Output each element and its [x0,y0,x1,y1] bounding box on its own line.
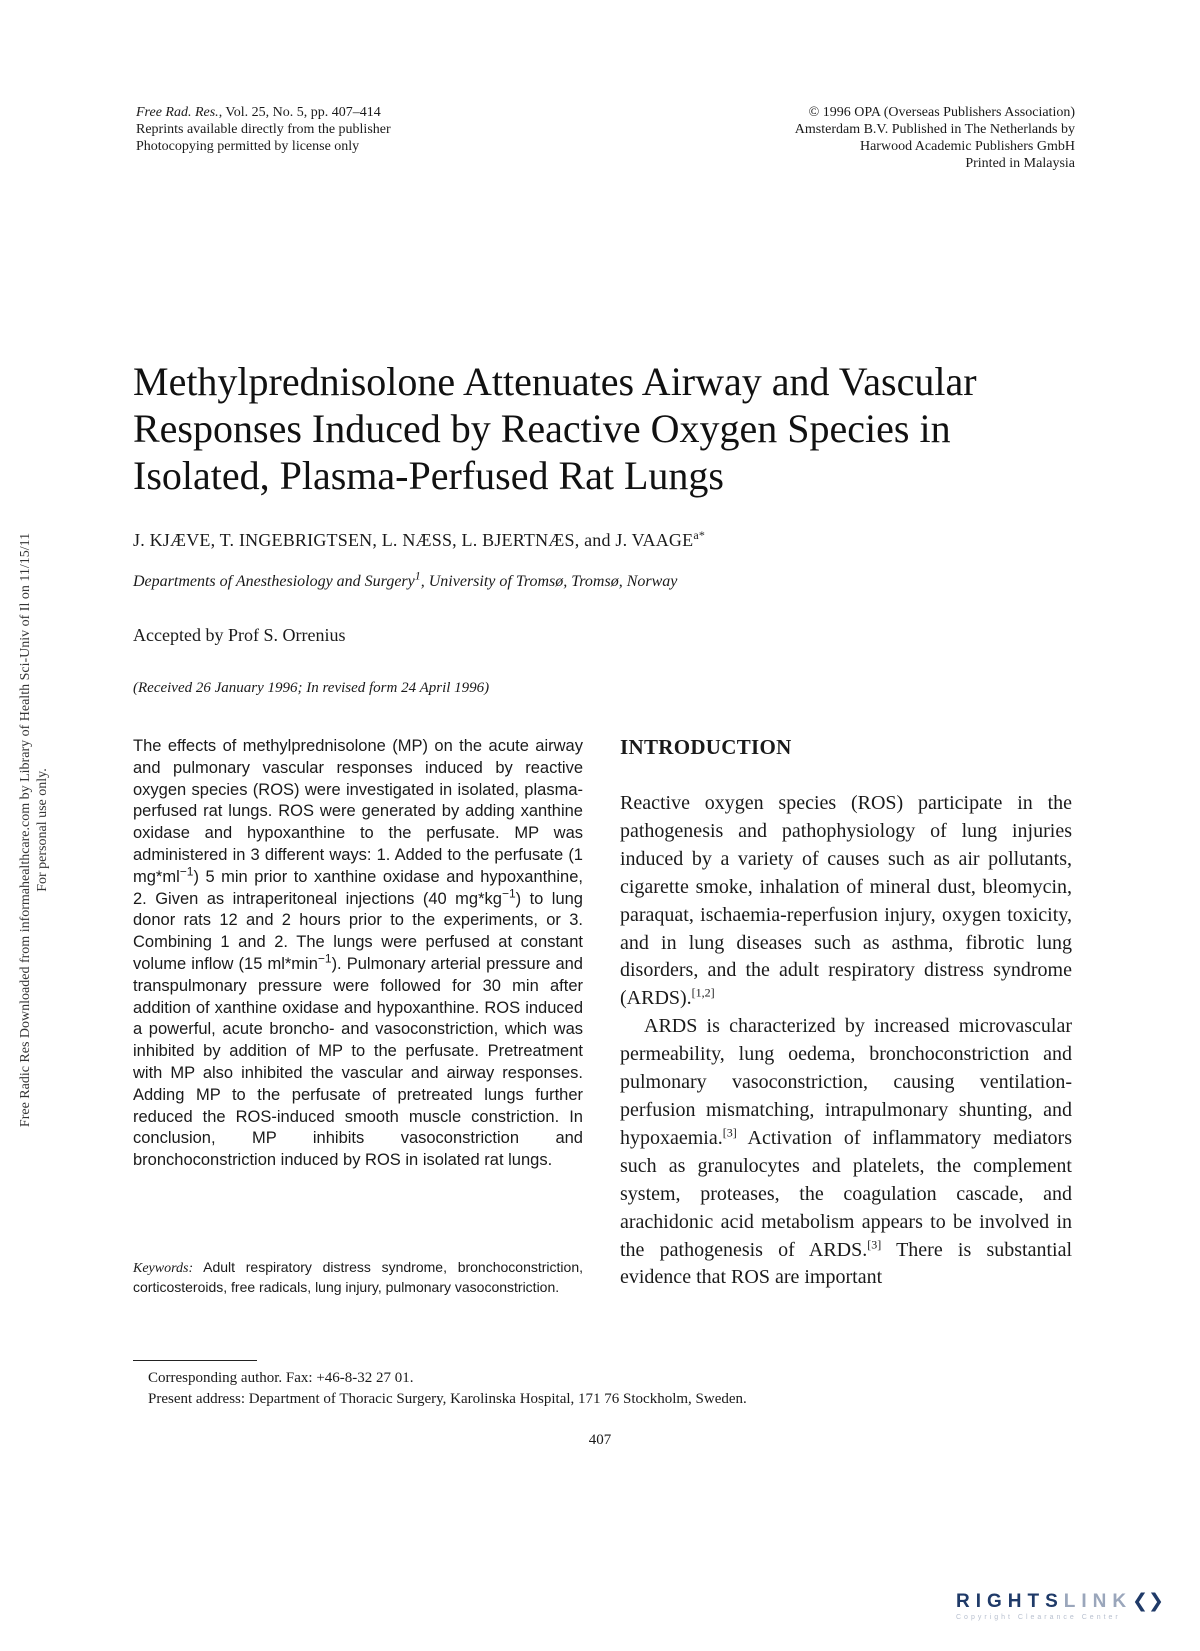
keywords-text: Adult respiratory distress syndrome, bronchoconstriction, corticosteroids, free radicals, lung injury, pulmonary vasoconstriction. [133,1259,583,1295]
printed-in: Printed in Malaysia [965,156,1075,171]
article-title [133,358,1063,499]
title-line-3: Isolated, Plasma-Perfused Rat Lungs [133,453,724,498]
corresponding-author-note: Corresponding author. Fax: +46-8-32 27 01. [148,1370,414,1386]
author-list: J. KJÆVE, T. INGEBRIGTSEN, L. NÆSS, L. BJERTNÆS, and J. $VAAGE^{a*}$ [133,528,706,550]
received-dates: (Received 26 January 1996; In revised form 24 April 1996) [133,680,490,696]
citation-ref: [3] [867,1236,882,1251]
accepted-by: Accepted by Prof S. Orrenius [133,625,346,645]
present-address-note: Present address: Department of Thoracic Surgery, Karolinska Hospital, 171 76 Stockholm, Sweden. [148,1391,747,1407]
keywords [133,1258,583,1296]
page-number: 407 [588,1432,612,1448]
journal-header [136,104,391,155]
download-note-line1: Free Radic Res Downloaded from informahealthcare.com by Library of Health Sci-Univ of Il on 11/15/11 [18,532,33,1128]
keywords-label: Keywords: [133,1261,194,1276]
author-mark: a* [693,528,706,542]
affiliation-mark: 1 [414,568,421,583]
download-note-line2: For personal use only. [35,768,50,892]
reprints-note: Reprints available directly from the publisher [136,122,391,137]
rightslink-logo [956,1590,1186,1634]
abstract: The effects of methylprednisolone (MP) on the acute airway and pulmonary vascular responses induced by reactive oxygen species (ROS) were investigated in isolated, plasma-perfused rat lungs. ROS were generated by adding xanthine oxidase and hypoxanthine to the perfusate. MP was administered in 3 different ways: 1. Added to the perfusate (1 $mg*ml^{-1}$) 5 min prior to xanthine oxidase and hypoxanthine, 2. Given as intraperitoneal injections (40 $mg*kg^{-1}$) to lung donor rats 12 and 2 hours prior to the experiments, or 3. Combining 1 and 2. The lungs were perfused at constant volume inflow (15 $ml*\min^{-1}$). Pulmonary arterial pressure and transpulmonary pressure were followed for 30 min after addition of xanthine oxidase and hypoxanthine. ROS induced a powerful, acute broncho- and vasoconstriction, which was inhibited by addition of MP to the perfusate. Pretreatment with MP also inhibited the vascular and airway responses. Adding MP to the perfusate of pretreated lungs further reduced the ROS-induced smooth muscle constriction. In conclusion, MP inhibits vasoconstriction and bronchoconstriction induced by ROS in isolated rat lungs. [133,737,583,1170]
copyright-line: © 1996 OPA (Overseas Publishers Association) [808,105,1075,120]
photocopy-note: Photocopying permitted by license only [136,139,360,154]
logo-tagline: Copyright Clearance Center [956,1614,1121,1621]
affiliation: Departments of Anesthesiology and Surgery$^1$, University of Tromsø, Tromsø, Norway [133,568,678,590]
logo-word-light: LINK [1063,1591,1133,1612]
intro-paragraph-2: ARDS is characterized by increased microvascular permeability, lung oedema, bronchoconstriction and pulmonary vasoconstriction, causing ventilation-perfusion mismatching, intrapulmonary shunting, and hypoxaemia.[3] Activation of inflammatory mediators such as granulocytes and platelets, the complement system, proteases, the coagulation cascade, and arachidonic acid metabolism appears to be involved in the pathogenesis of ARDS.[3] There is substantial evidence that ROS are important [620,1015,1073,1289]
logo-arrow-icon: ❮❯ [1132,1591,1164,1612]
intro-paragraph-1: Reactive oxygen species (ROS) participate in the pathogenesis and pathophysiology of lung injuries induced by a variety of causes such as air pollutants, cigarette smoke, inhalation of mineral dust, bleomycin, paraquat, ischaemia-reperfusion injury, oxygen toxicity, and in lung diseases such as asthma, fibrotic lung disorders, and the adult respiratory distress syndrome (ARDS).[1,2] [620,792,1072,1010]
footnote-divider [133,1360,257,1361]
publisher-header [795,104,1075,172]
introduction-heading: INTRODUCTION [620,735,792,759]
citation-ref: [1,2] [691,985,715,1000]
journal-citation: Free Rad. Res., Vol. 25, No. 5, pp. 407–414 [136,105,381,120]
publisher-line: Amsterdam B.V. Published in The Netherlands by [794,122,1075,137]
introduction-body [620,790,1072,1292]
title-line-2: Responses Induced by Reactive Oxygen Species in [133,406,951,451]
publisher-name: Harwood Academic Publishers GmbH [859,139,1075,154]
logo-word-dark: RIGHTS [956,1591,1064,1612]
title-line-1: Methylprednisolone Attenuates Airway and Vascular [133,359,977,404]
citation-ref: [3] [722,1125,737,1140]
